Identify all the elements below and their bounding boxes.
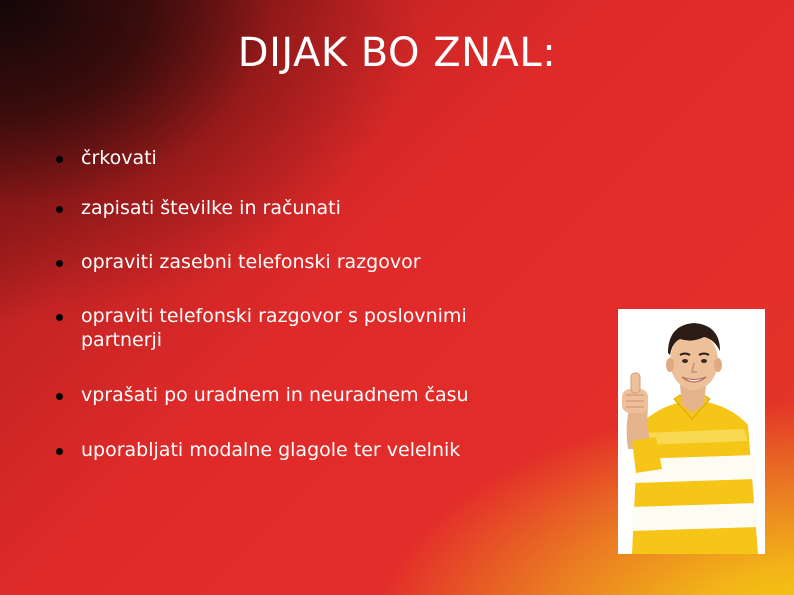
student-photo (618, 309, 765, 554)
bullet-item (56, 304, 516, 352)
bullet-dot-icon (56, 314, 63, 321)
bullet-item (56, 250, 516, 274)
bullet-text: opraviti zasebni telefonski razgovor (81, 251, 421, 273)
bullet-dot-icon (56, 448, 63, 455)
bullet-item (56, 146, 516, 170)
bullet-text: uporabljati modalne glagole ter velelnik (81, 439, 461, 461)
bullet-item (56, 383, 516, 407)
bullet-text: zapisati številke in računati (81, 197, 341, 219)
bullet-dot-icon (56, 206, 63, 213)
bullet-text: črkovati (81, 147, 157, 169)
student-thumbs-up-illustration (618, 309, 765, 554)
bullet-dot-icon (56, 260, 63, 267)
bullet-text: vprašati po uradnem in neuradnem času (81, 384, 469, 406)
bullet-item (56, 438, 516, 462)
bullet-item (56, 196, 516, 220)
bullet-dot-icon (56, 156, 63, 163)
bullet-text: opraviti telefonski razgovor s poslovnimi partnerji (81, 305, 467, 351)
slide-title: DIJAK BO ZNAL: (237, 30, 557, 76)
bullet-dot-icon (56, 393, 63, 400)
